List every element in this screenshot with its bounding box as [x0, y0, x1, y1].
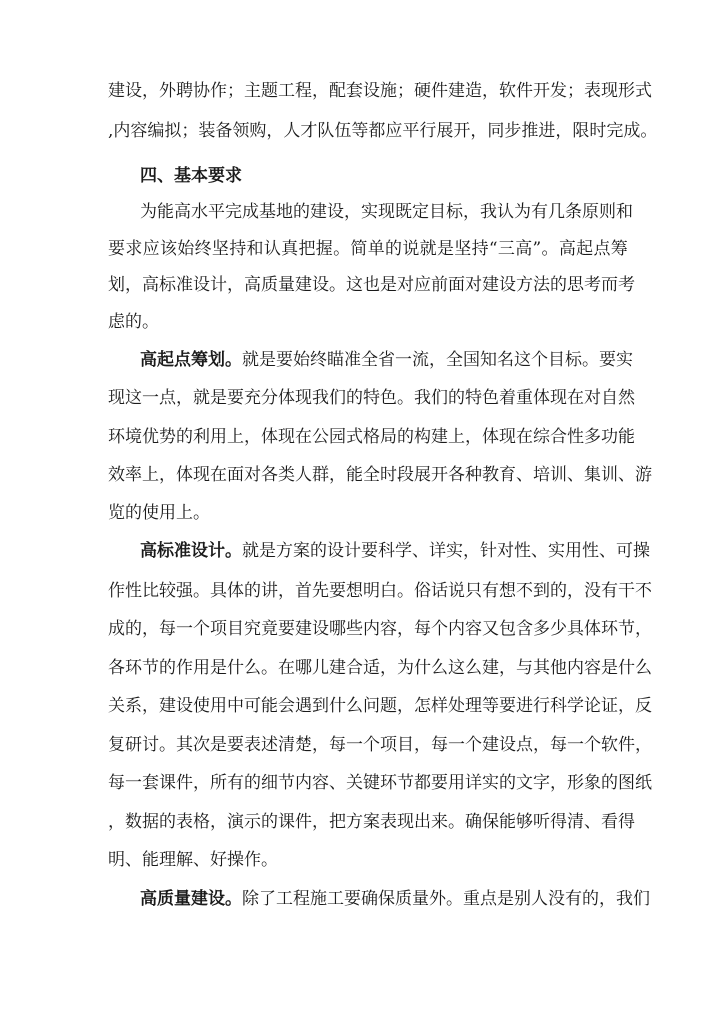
para1-line-1: 为 能 高 水 平 完 成 基 地 的 建 设 ， 实 现 既 定 目 标 ， 我 认 为 有 几 条 原 则 和	[140, 202, 633, 222]
para3-line-4: 各 环 节 的 作 用 是 什 么 。 在 哪 儿 建 合 适 ， 为 什 么 这 么 建 ， 与 其 他 内 容 是 什 么	[108, 658, 652, 678]
para2-line-1: 高 起 点 筹 划 。 就 是 要 始 终 瞄 准 全 省 一 流 ， 全 国 知 名 这 个 目 标 。 要 实	[140, 350, 633, 370]
para3-line-3: 成 的 ， 每 一 个 项 目 究 竟 要 建 设 哪 些 内 容 ， 每 个 内 容 又 包 含 多 少 具 体 环 节 ，	[108, 619, 652, 639]
para1-line-4: 虑的。	[108, 312, 159, 332]
para4-line-1: 高 质 量 建 设 。 除 了 工 程 施 工 要 确 保 质 量 外 。 重 点 是 别 人 没 有 的 ， 我 们	[140, 889, 650, 909]
para2-line-3: 环 境 优 势 的 利 用 上 ， 体 现 在 公 园 式 格 局 的 构 建 上 ， 体 现 在 综 合 性 多 功 能	[108, 427, 635, 447]
para1-line-3: 划 ， 高 标 准 设 计 ， 高 质 量 建 设 。 这 也 是 对 应 前 面 对 建 设 方 法 的 思 考 而 考	[108, 275, 635, 295]
intro-line-1: 建 设 ， 外 聘 协 作 ； 主 题 工 程 ， 配 套 设 施 ； 硬 件 建 造 ， 软 件 开 发 ； 表 现 形 式	[108, 81, 652, 101]
para2-line-2: 现 这 一 点 ， 就 是 要 充 分 体 现 我 们 的 特 色 。 我 们 的 特 色 着 重 体 现 在 对 自 然	[108, 388, 635, 408]
para3-line-6: 复 研 讨 。 其 次 是 要 表 述 清 楚 ， 每 一 个 项 目 ， 每 一 个 建 设 点 ， 每 一 个 软 件 ，	[108, 735, 652, 755]
intro-line-2: , 内 容 编 拟 ； 装 备 领 购 ， 人 才 队 伍 等 都 应 平 行 展 开 ， 同 步 推 进 ， 限 时 完 成 。	[108, 121, 658, 141]
section-heading: 四、基本要求	[140, 166, 242, 186]
para3-line-1: 高 标 准 设 计 。 就 是 方 案 的 设 计 要 科 学 、 详 实 ， 针 对 性 、 实 用 性 、 可 操	[140, 541, 650, 561]
para2-line-5: 览的使用上。	[108, 503, 210, 523]
para3-line-7: 每 一 套 课 件 ， 所 有 的 细 节 内 容 、 关 键 环 节 都 要 用 详 实 的 文 字 ， 形 象 的 图 纸	[108, 773, 652, 793]
para1-line-2: 要 求 应 该 始 终 坚 持 和 认 真 把 握 。 简 单 的 说 就 是 坚 持 “ 三 高 ” 。 高 起 点 筹	[108, 239, 628, 259]
para3-line-2: 作 性 比 较 强 。 具 体 的 讲 ， 首 先 要 想 明 白 。 俗 话 说 只 有 想 不 到 的 ， 没 有 干 不	[108, 581, 652, 601]
para3-line-8: ， 数 据 的 表 格 ， 演 示 的 课 件 ， 把 方 案 表 现 出 来 。 确 保 能 够 听 得 清 、 看 得	[108, 812, 635, 832]
para3-line-9: 明、能理解、好操作。	[108, 850, 278, 870]
para3-line-5: 关 系 ， 建 设 使 用 中 可 能 会 遇 到 什 么 问 题 ， 怎 样 处 理 等 要 进 行 科 学 论 证 ， 反	[108, 696, 652, 716]
para2-line-4: 效 率 上 ， 体 现 在 面 对 各 类 人 群 ， 能 全 时 段 展 开 各 种 教 育 、 培 训 、 集 训 、 游	[108, 465, 652, 485]
